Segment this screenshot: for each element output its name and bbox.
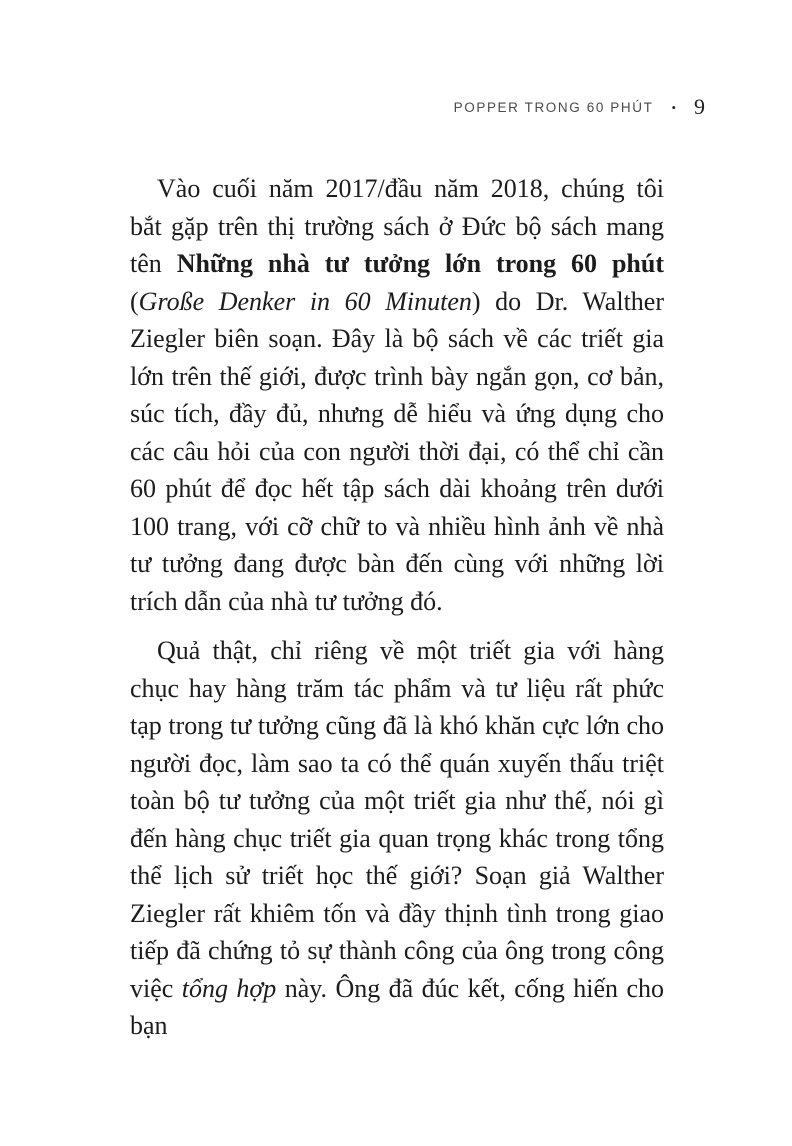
text-segment: Quả thật, chỉ riêng về một triết gia với hàng chục hay hàng trăm tác phẩm và tư liệu rất phức tạp trong tư tưởng cũng đã là khó khăn cực lớn cho người đọc, làm sao ta có thể quán xuyến thấu triệt toàn bộ tư tưởng của một triết gia như thế, nói gì đến hàng chục triết gia quan trọng khác trong tổng thể lịch sử triết học thế giới? Soạn giả Walther Ziegler rất khiêm tốn và đầy thịnh tình trong giao tiếp đã chứng tỏ sự thành công của ông trong công việc: [130, 636, 664, 1003]
paragraph-2: [130, 632, 664, 1045]
text-segment: Vào cuối năm 2017/đầu năm 2018, chúng tôi bắt gặp trên thị trường sách ở Đức bộ sách mang tên: [130, 174, 664, 278]
page-number: 9: [694, 94, 705, 119]
text-segment: ) do Dr. Walther Ziegler biên soạn. Đây là bộ sách về các triết gia lớn trên thế giới, được trình bày ngắn gọn, cơ bản, súc tích, đầy đủ, nhưng dễ hiểu và ứng dụng cho các câu hỏi của con người thời đại, có thể chỉ cần 60 phút để đọc hết tập sách dài khoảng trên dưới 100 trang, với cỡ chữ to và nhiều hình ảnh về nhà tư tưởng đang được bàn đến cùng với những lời trích dẫn của nhà tư tưởng đó.: [130, 286, 664, 616]
page-body: [130, 170, 664, 1057]
paragraph-1: [130, 170, 664, 620]
separator-dot-icon: •: [671, 99, 676, 115]
text-segment-emphasis: tổng hợp: [181, 973, 277, 1003]
running-title: POPPER TRONG 60 PHÚT: [453, 99, 654, 115]
text-segment: (: [130, 286, 139, 316]
text-segment: này. Ông đã đúc kết, cống hiến cho bạn: [130, 973, 664, 1040]
page-header: [454, 96, 705, 118]
text-segment-series-title: Những nhà tư tưởng lớn trong 60 phút: [176, 249, 665, 278]
text-segment-german-title: Große Denker in 60 Minuten: [138, 286, 472, 316]
